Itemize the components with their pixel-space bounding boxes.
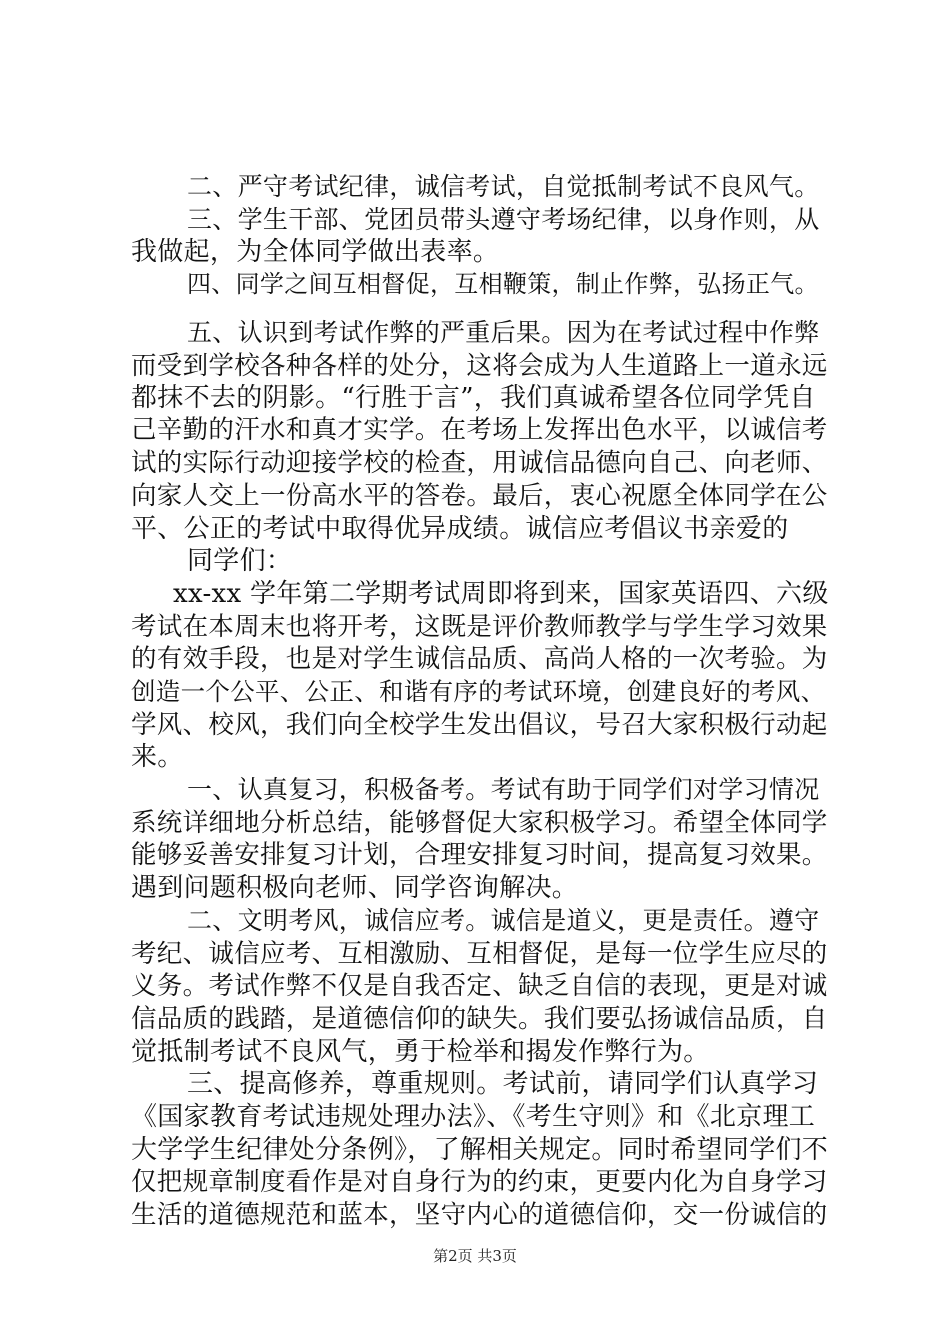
page-number-footer: 第2页 共3页 [433,1247,517,1265]
text-line: 能够妥善安排复习计划，合理安排复习时间，提高复习效果。 [131,840,828,871]
text-line: 向家人交上一份高水平的答卷。最后，衷心祝愿全体同学在公 [131,480,828,511]
text-line: 生活的道德规范和蓝本，坚守内心的道德信仰，交一份诚信的 [131,1200,828,1230]
text-line: 系统详细地分析总结，能够督促大家积极学习。希望全体同学 [131,807,828,838]
text-line: 己辛勤的汗水和真才实学。在考场上发挥出色水平，以诚信考 [131,415,828,446]
text-line: 二、严守考试纪律，诚信考试，自觉抵制考试不良风气。 [187,172,820,201]
text-line: 平、公正的考试中取得优异成绩。诚信应考倡议书亲爱的 [131,513,789,544]
text-line: 创造一个公平、公正、和谐有序的考试环境，创建良好的考风、 [131,676,826,706]
text-line: 仅把规章制度看作是对自身行为的约束，更要内化为自身学习 [131,1167,828,1198]
text-line: 试的实际行动迎接学校的检查，用诚信品德向自己、向老师、 [131,448,828,479]
text-line: 同学们： [187,546,293,577]
text-line: 来。 [131,742,184,773]
text-line: 义务。考试作弊不仅是自我否定、缺乏自信的表现，更是对诚 [131,971,828,1002]
text-line: 五、认识到考试作弊的严重后果。因为在考试过程中作弊 [187,318,820,348]
text-line: 都抹不去的阴影。“行胜于言”，我们真诚希望各位同学凭自 [131,382,816,413]
text-line: 而受到学校各种各样的处分，这将会成为人生道路上一道永远 [131,350,828,381]
text-line: 我做起，为全体同学做出表率。 [131,236,500,267]
text-line: 二、文明考风，诚信应考。诚信是道义，更是责任。遵守 [187,905,820,935]
text-line: 三、提高修养，尊重规则。考试前，请同学们认真学习 [187,1069,819,1100]
text-line: 四、同学之间互相督促，互相鞭策，制止作弊，弘扬正气。 [187,270,819,299]
text-line: xx-xx 学年第二学期考试周即将到来，国家英语四、六级 [173,578,829,609]
text-line: 大学学生纪律处分条例》，了解相关规定。同时希望同学们不 [131,1134,829,1165]
text-line: 遇到问题积极向老师、同学咨询解决。 [131,873,579,904]
text-line: 《国家教育考试违规处理办法》、《考生守则》和《北京理工 [131,1101,816,1132]
text-line: 考试在本周末也将开考，这既是评价教师教学与学生学习效果 [131,611,828,642]
text-line: 觉抵制考试不良风气，勇于检举和揭发作弊行为。 [131,1036,710,1067]
text-line: 考纪、诚信应考、互相激励、互相督促，是每一位学生应尽的 [131,938,828,969]
text-line: 的有效手段，也是对学生诚信品质、高尚人格的一次考验。为 [131,644,828,675]
text-line: 学风、校风，我们向全校学生发出倡议，号召大家积极行动起 [131,709,828,740]
text-line: 一、认真复习，积极备考。考试有助于同学们对学习情况 [187,775,820,804]
text-line: 三、学生干部、党团员带头遵守考场纪律，以身作则，从 [187,204,820,234]
text-line: 信品质的践踏，是道德信仰的缺失。我们要弘扬诚信品质，自 [131,1003,828,1034]
